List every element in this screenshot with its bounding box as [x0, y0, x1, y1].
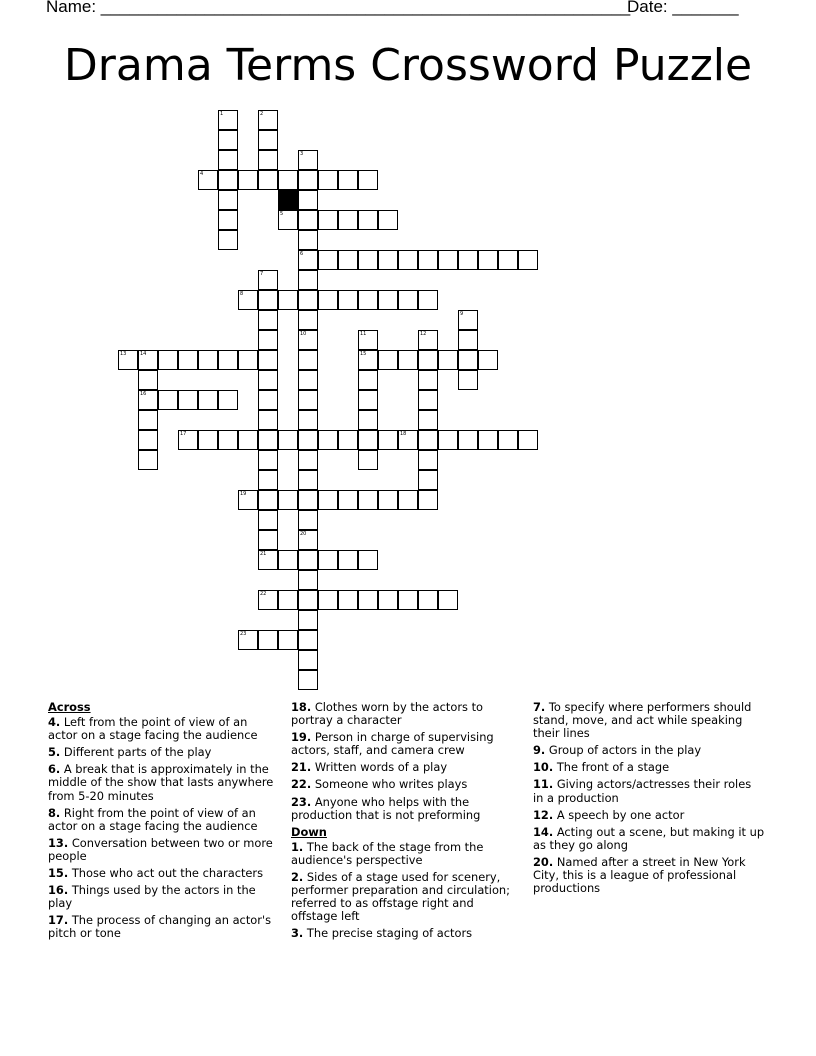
grid-cell[interactable]	[298, 210, 318, 230]
grid-cell[interactable]	[258, 350, 278, 370]
grid-cell[interactable]	[218, 230, 238, 250]
grid-cell[interactable]	[458, 430, 478, 450]
grid-cell[interactable]	[418, 330, 438, 350]
clue-text: Anyone who helps with the production that is not preforming	[291, 794, 481, 822]
clue-number: 23.	[291, 794, 312, 809]
grid-cell[interactable]	[398, 430, 418, 450]
grid-cell[interactable]	[218, 350, 238, 370]
clue-text: Left from the point of view of an actor on a stage facing the audience	[48, 715, 258, 743]
grid-cell[interactable]	[318, 210, 338, 230]
clue-text: Someone who writes plays	[314, 777, 468, 792]
clue-number: 19.	[291, 730, 312, 745]
grid-cell[interactable]	[358, 410, 378, 430]
grid-cell[interactable]	[258, 470, 278, 490]
cell-number: 1	[220, 111, 224, 117]
clue-item	[48, 884, 280, 910]
grid-cell[interactable]	[298, 650, 318, 670]
grid-cell[interactable]	[298, 670, 318, 690]
clue-column-3	[533, 701, 765, 899]
grid-cell[interactable]	[478, 350, 498, 370]
grid-cell[interactable]	[358, 250, 378, 270]
grid-cell[interactable]	[498, 250, 518, 270]
grid-cell[interactable]	[178, 390, 198, 410]
clue-text: The front of a stage	[556, 760, 670, 775]
grid-cell[interactable]	[358, 210, 378, 230]
grid-cell[interactable]	[478, 430, 498, 450]
grid-cell[interactable]	[258, 450, 278, 470]
grid-cell[interactable]	[158, 390, 178, 410]
grid-cell[interactable]	[278, 210, 298, 230]
cell-number: 14	[140, 351, 147, 357]
grid-cell[interactable]	[298, 230, 318, 250]
grid-cell[interactable]	[338, 210, 358, 230]
grid-cell[interactable]	[258, 150, 278, 170]
grid-cell[interactable]	[418, 370, 438, 390]
grid-cell[interactable]	[298, 530, 318, 550]
clue-text: A speech by one actor	[556, 807, 685, 822]
cell-number: 16	[140, 391, 147, 397]
cell-number: 11	[360, 331, 367, 337]
grid-cell[interactable]	[338, 290, 358, 310]
cell-number: 22	[260, 591, 267, 597]
cell-number: 15	[360, 351, 367, 357]
grid-cell[interactable]	[498, 430, 518, 450]
grid-cell[interactable]	[378, 290, 398, 310]
grid-cell[interactable]	[318, 590, 338, 610]
grid-cell[interactable]	[338, 490, 358, 510]
grid-cell[interactable]	[318, 550, 338, 570]
grid-cell[interactable]	[238, 630, 258, 650]
grid-cell[interactable]	[178, 350, 198, 370]
grid-cell[interactable]	[318, 250, 338, 270]
grid-cell[interactable]	[198, 350, 218, 370]
grid-cell[interactable]	[358, 170, 378, 190]
grid-cell[interactable]	[258, 270, 278, 290]
grid-cell[interactable]	[478, 250, 498, 270]
grid-cell[interactable]	[458, 250, 478, 270]
clue-number: 17.	[48, 913, 69, 928]
grid-block-cell	[278, 190, 298, 210]
clue-item	[291, 841, 519, 867]
grid-cell[interactable]	[418, 250, 438, 270]
clue-item	[48, 763, 280, 802]
grid-cell[interactable]	[258, 290, 278, 310]
clue-number: 5.	[48, 745, 61, 760]
cell-number: 10	[300, 331, 307, 337]
grid-cell[interactable]	[218, 130, 238, 150]
clue-item	[291, 731, 519, 757]
clue-text: Acting out a scene, but making it up as they go along	[533, 824, 765, 852]
grid-cell[interactable]	[378, 430, 398, 450]
clue-number: 10.	[533, 760, 554, 775]
grid-cell[interactable]	[278, 550, 298, 570]
clue-item	[533, 856, 765, 895]
grid-cell[interactable]	[398, 250, 418, 270]
clue-text: To specify where performers should stand, move, and act while speaking their lines	[533, 700, 752, 741]
grid-cell[interactable]	[418, 490, 438, 510]
cell-number: 3	[300, 151, 304, 157]
clue-number: 11.	[533, 777, 554, 792]
grid-cell[interactable]	[138, 390, 158, 410]
cell-number: 7	[260, 271, 264, 277]
grid-cell[interactable]	[298, 430, 318, 450]
clue-item	[533, 778, 765, 804]
cell-number: 19	[240, 491, 247, 497]
cell-number: 13	[120, 351, 127, 357]
grid-cell[interactable]	[358, 450, 378, 470]
clue-item	[48, 746, 280, 759]
grid-cell[interactable]	[238, 350, 258, 370]
grid-cell[interactable]	[318, 170, 338, 190]
clue-text: Sides of a stage used for scenery, performer preparation and circulation; referred to as offstage right and offstage left	[291, 870, 510, 924]
grid-cell[interactable]	[378, 590, 398, 610]
grid-cell[interactable]	[298, 250, 318, 270]
grid-cell[interactable]	[298, 470, 318, 490]
grid-cell[interactable]	[258, 430, 278, 450]
grid-cell[interactable]	[298, 630, 318, 650]
grid-cell[interactable]	[238, 430, 258, 450]
grid-cell[interactable]	[438, 350, 458, 370]
page-title: Drama Terms Crossword Puzzle	[63, 40, 753, 91]
grid-cell[interactable]	[358, 330, 378, 350]
grid-cell[interactable]	[438, 430, 458, 450]
clue-number: 18.	[291, 700, 312, 714]
grid-cell[interactable]	[358, 550, 378, 570]
clue-text: Written words of a play	[314, 760, 448, 775]
cell-number: 17	[180, 431, 187, 437]
clue-item	[533, 826, 765, 852]
grid-cell[interactable]	[138, 350, 158, 370]
clue-number: 22.	[291, 777, 312, 792]
clue-item	[533, 809, 765, 822]
grid-cell[interactable]	[338, 430, 358, 450]
cell-number: 6	[300, 251, 304, 257]
grid-cell[interactable]	[298, 270, 318, 290]
grid-cell[interactable]	[158, 350, 178, 370]
cell-number: 18	[400, 431, 407, 437]
grid-cell[interactable]	[258, 530, 278, 550]
cell-number: 9	[460, 311, 464, 317]
grid-cell[interactable]	[258, 310, 278, 330]
grid-cell[interactable]	[438, 250, 458, 270]
grid-cell[interactable]	[338, 550, 358, 570]
grid-cell[interactable]	[218, 190, 238, 210]
cell-number: 5	[280, 211, 284, 217]
clue-number: 14.	[533, 824, 554, 839]
grid-cell[interactable]	[438, 590, 458, 610]
grid-cell[interactable]	[418, 430, 438, 450]
clue-column-2	[291, 701, 519, 945]
grid-cell[interactable]	[298, 390, 318, 410]
grid-cell[interactable]	[318, 430, 338, 450]
date-field-label: Date: _______	[627, 0, 739, 16]
grid-cell[interactable]	[418, 290, 438, 310]
grid-cell[interactable]	[518, 250, 538, 270]
grid-cell[interactable]	[278, 170, 298, 190]
grid-cell[interactable]	[278, 430, 298, 450]
grid-cell[interactable]	[278, 590, 298, 610]
grid-cell[interactable]	[298, 190, 318, 210]
grid-cell[interactable]	[318, 490, 338, 510]
clue-item	[291, 761, 519, 774]
grid-cell[interactable]	[298, 330, 318, 350]
name-field-label: Name: ________________________________________________________	[46, 0, 631, 16]
grid-cell[interactable]	[198, 170, 218, 190]
grid-cell[interactable]	[418, 590, 438, 610]
clue-text: Group of actors in the play	[548, 743, 702, 758]
grid-cell[interactable]	[338, 170, 358, 190]
grid-cell[interactable]	[218, 170, 238, 190]
grid-cell[interactable]	[318, 290, 338, 310]
clue-item	[533, 744, 765, 757]
grid-cell[interactable]	[138, 410, 158, 430]
grid-cell[interactable]	[418, 350, 438, 370]
grid-cell[interactable]	[238, 490, 258, 510]
grid-cell[interactable]	[138, 430, 158, 450]
cell-number: 4	[200, 171, 204, 177]
grid-cell[interactable]	[258, 370, 278, 390]
grid-cell[interactable]	[358, 350, 378, 370]
clue-number: 8.	[48, 805, 61, 820]
clue-text: Right from the point of view of an actor on a stage facing the audience	[48, 805, 258, 833]
grid-cell[interactable]	[378, 350, 398, 370]
grid-cell[interactable]	[298, 550, 318, 570]
grid-cell[interactable]	[298, 170, 318, 190]
grid-cell[interactable]	[358, 590, 378, 610]
grid-cell[interactable]	[118, 350, 138, 370]
grid-cell[interactable]	[258, 550, 278, 570]
grid-cell[interactable]	[238, 290, 258, 310]
clue-text: Different parts of the play	[63, 745, 212, 760]
clue-item	[48, 837, 280, 863]
clue-number: 13.	[48, 835, 69, 850]
grid-cell[interactable]	[218, 430, 238, 450]
clue-number: 20.	[533, 854, 554, 869]
grid-cell[interactable]	[298, 410, 318, 430]
grid-cell[interactable]	[218, 150, 238, 170]
grid-cell[interactable]	[278, 490, 298, 510]
clue-number: 1.	[291, 839, 304, 854]
grid-cell[interactable]	[138, 370, 158, 390]
grid-cell[interactable]	[258, 510, 278, 530]
grid-cell[interactable]	[298, 370, 318, 390]
clue-item	[291, 796, 519, 822]
clue-text: The back of the stage from the audience's perspective	[291, 839, 484, 867]
grid-cell[interactable]	[198, 390, 218, 410]
grid-cell[interactable]	[138, 450, 158, 470]
grid-cell[interactable]	[258, 490, 278, 510]
grid-cell[interactable]	[218, 210, 238, 230]
grid-cell[interactable]	[178, 430, 198, 450]
grid-cell[interactable]	[378, 250, 398, 270]
grid-cell[interactable]	[338, 250, 358, 270]
cell-number: 21	[260, 551, 267, 557]
grid-cell[interactable]	[378, 210, 398, 230]
grid-cell[interactable]	[298, 590, 318, 610]
grid-cell[interactable]	[418, 410, 438, 430]
clue-text: Clothes worn by the actors to portray a character	[291, 700, 484, 728]
grid-cell[interactable]	[298, 290, 318, 310]
grid-cell[interactable]	[278, 630, 298, 650]
clue-number: 9.	[533, 743, 546, 758]
grid-cell[interactable]	[398, 490, 418, 510]
clue-number: 7.	[533, 700, 546, 714]
grid-cell[interactable]	[358, 290, 378, 310]
grid-cell[interactable]	[398, 290, 418, 310]
grid-cell[interactable]	[238, 170, 258, 190]
grid-cell[interactable]	[258, 170, 278, 190]
grid-cell[interactable]	[458, 330, 478, 350]
grid-cell[interactable]	[358, 490, 378, 510]
clue-text: The process of changing an actor's pitch or tone	[48, 913, 272, 941]
clue-text: Giving actors/actresses their roles in a production	[533, 777, 752, 805]
clue-number: 12.	[533, 807, 554, 822]
grid-cell[interactable]	[198, 430, 218, 450]
grid-cell[interactable]	[278, 290, 298, 310]
clue-text: Person in charge of supervising actors, staff, and camera crew	[291, 730, 494, 758]
grid-cell[interactable]	[298, 570, 318, 590]
clue-number: 3.	[291, 926, 304, 941]
cell-number: 8	[240, 291, 244, 297]
grid-cell[interactable]	[218, 390, 238, 410]
grid-cell[interactable]	[418, 450, 438, 470]
clue-item	[48, 914, 280, 940]
clue-item	[291, 778, 519, 791]
grid-cell[interactable]	[298, 610, 318, 630]
clue-text: Those who act out the characters	[71, 866, 264, 881]
clue-text: Named after a street in New York City, this is a league of professional productions	[533, 854, 746, 896]
clue-item	[533, 701, 765, 740]
grid-cell[interactable]	[258, 130, 278, 150]
clue-item	[533, 761, 765, 774]
grid-cell[interactable]	[298, 510, 318, 530]
grid-cell[interactable]	[398, 590, 418, 610]
grid-cell[interactable]	[378, 490, 398, 510]
clue-number: 4.	[48, 715, 61, 730]
across-heading: Across	[48, 700, 91, 714]
clue-item	[48, 716, 280, 742]
cell-number: 2	[260, 111, 264, 117]
clue-item	[291, 927, 519, 940]
grid-cell[interactable]	[298, 310, 318, 330]
clue-text: Things used by the actors in the play	[48, 883, 256, 911]
grid-cell[interactable]	[258, 630, 278, 650]
clue-number: 15.	[48, 866, 69, 881]
grid-cell[interactable]	[298, 350, 318, 370]
grid-cell[interactable]	[258, 330, 278, 350]
clue-number: 21.	[291, 760, 312, 775]
grid-cell[interactable]	[298, 150, 318, 170]
grid-cell[interactable]	[258, 390, 278, 410]
grid-cell[interactable]	[298, 450, 318, 470]
cell-number: 12	[420, 331, 427, 337]
clue-item	[291, 871, 519, 923]
grid-cell[interactable]	[358, 390, 378, 410]
clue-text: A break that is approximately in the middle of the show that lasts anywhere from 5-20 minutes	[48, 762, 274, 803]
cell-number: 20	[300, 531, 307, 537]
grid-cell[interactable]	[458, 310, 478, 330]
clue-number: 2.	[291, 870, 304, 885]
clue-column-1	[48, 701, 280, 945]
grid-cell[interactable]	[258, 410, 278, 430]
grid-cell[interactable]	[358, 370, 378, 390]
down-heading: Down	[291, 824, 327, 839]
grid-cell[interactable]	[458, 370, 478, 390]
grid-cell[interactable]	[518, 430, 538, 450]
clue-number: 6.	[48, 762, 61, 777]
clue-text: The precise staging of actors	[306, 926, 473, 941]
cell-number: 23	[240, 631, 247, 637]
clue-text: Conversation between two or more people	[48, 835, 273, 863]
grid-cell[interactable]	[458, 350, 478, 370]
grid-cell[interactable]	[218, 110, 238, 130]
grid-cell[interactable]	[338, 590, 358, 610]
clue-item	[48, 867, 280, 880]
grid-cell[interactable]	[358, 430, 378, 450]
grid-cell[interactable]	[298, 490, 318, 510]
clue-item	[48, 807, 280, 833]
grid-cell[interactable]	[398, 350, 418, 370]
clue-number: 16.	[48, 883, 69, 898]
grid-cell[interactable]	[418, 390, 438, 410]
clue-item	[291, 701, 519, 727]
grid-cell[interactable]	[258, 590, 278, 610]
grid-cell[interactable]	[418, 470, 438, 490]
grid-cell[interactable]	[258, 110, 278, 130]
